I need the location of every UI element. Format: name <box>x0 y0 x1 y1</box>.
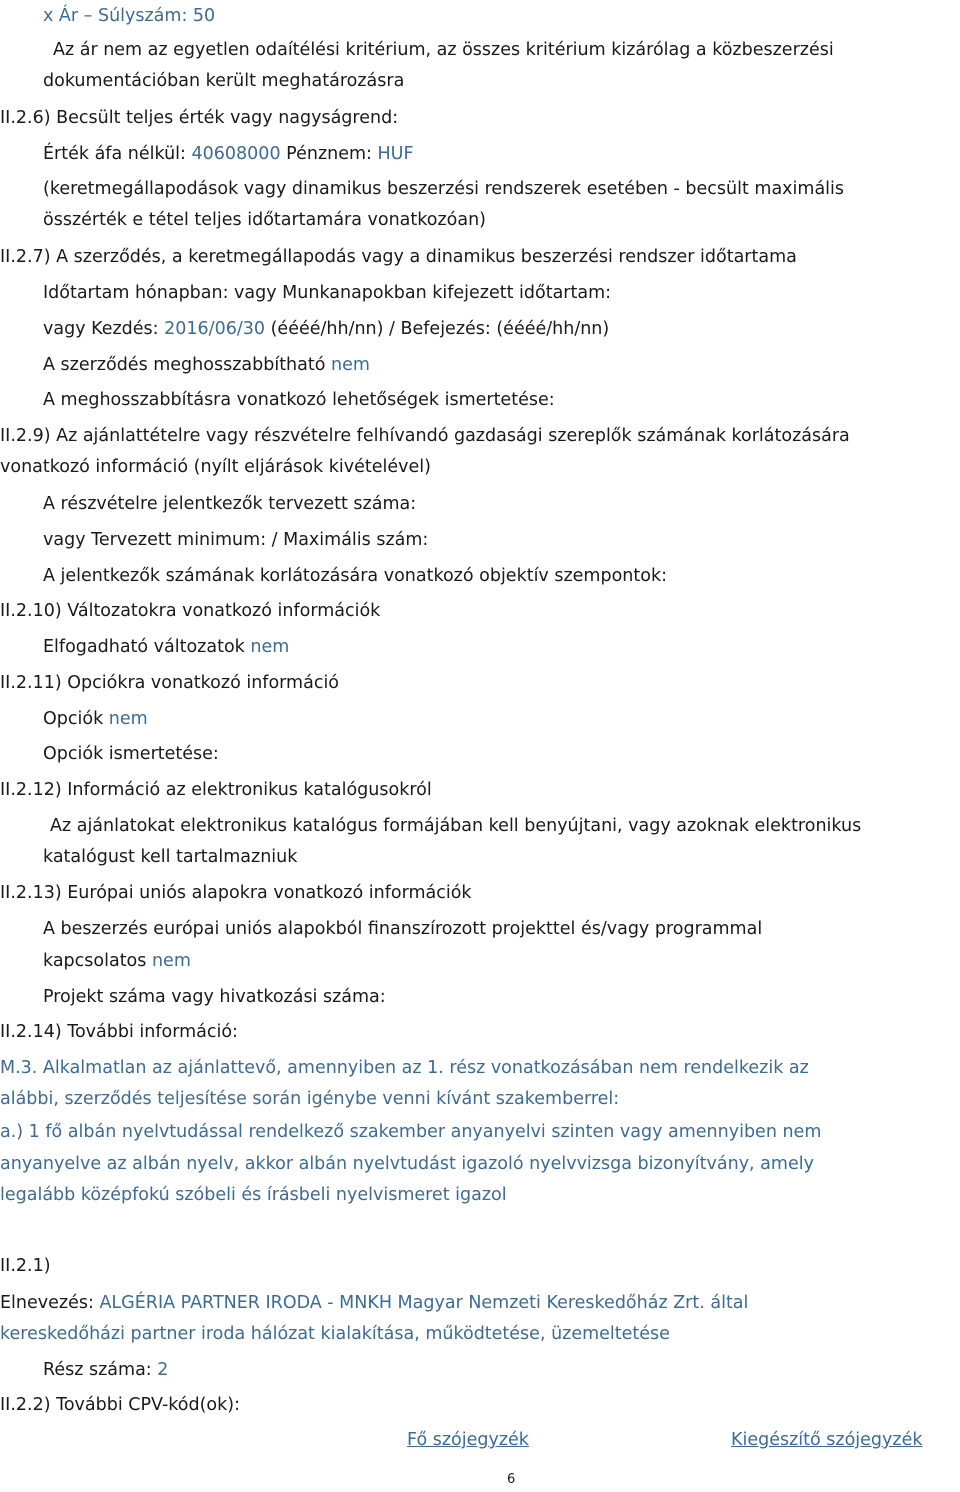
estimated-value-line <box>43 142 414 166</box>
part-number-value: 2 <box>157 1360 169 1380</box>
options-line <box>43 707 148 731</box>
renewal-value: nem <box>331 355 370 375</box>
eu-funds-line2 <box>43 949 191 973</box>
currency-value: HUF <box>377 144 414 164</box>
start-label: vagy Kezdés: <box>43 319 159 339</box>
value-note-line1: (keretmegállapodások vagy dinamikus beszerzési rendszerek esetében - becsült maximális <box>43 179 845 199</box>
options-description: Opciók ismertetése: <box>43 744 219 764</box>
end-label: (éééé/hh/nn) / Befejezés: (éééé/hh/nn) <box>270 319 610 339</box>
renewal-label: A szerződés meghosszabbítható <box>43 355 326 375</box>
renewal-description: A meghosszabbításra vonatkozó lehetőségek ismertetése: <box>43 390 555 410</box>
supplementary-vocabulary-link[interactable]: Kiegészítő szójegyzék <box>731 1430 923 1450</box>
value-label: Érték áfa nélkül: <box>43 144 186 164</box>
renewal-line <box>43 353 370 377</box>
title-value-line2: kereskedőházi partner iroda hálózat kialakítása, működtetése, üzemeltetése <box>0 1324 670 1344</box>
start-end-line <box>43 317 609 341</box>
m3-line2: alábbi, szerződés teljesítése során igénybe venni kívánt szakemberrel: <box>0 1089 620 1109</box>
title-line1 <box>0 1291 748 1315</box>
main-vocabulary-link[interactable]: Fő szójegyzék <box>407 1430 529 1450</box>
options-label: Opciók <box>43 709 104 729</box>
title-label: Elnevezés: <box>0 1293 94 1313</box>
catalogue-line2: katalógust kell tartalmazniuk <box>43 847 298 867</box>
m3-line3: a.) 1 fő albán nyelvtudással rendelkező szakember anyanyelvi szinten vagy amennyiben nem <box>0 1122 822 1142</box>
eu-funds-label: kapcsolatos <box>43 951 147 971</box>
currency-label: Pénznem: <box>286 144 372 164</box>
variants-value: nem <box>250 637 290 657</box>
section-2-2-10-heading: II.2.10) Változatokra vonatkozó információk <box>0 601 381 621</box>
title-value-line1: ALGÉRIA PARTNER IRODA - MNKH Magyar Nemzeti Kereskedőház Zrt. által <box>99 1293 749 1313</box>
duration-line: Időtartam hónapban: vagy Munkanapokban kifejezett időtartam: <box>43 283 612 303</box>
price-note-line2: dokumentációban került meghatározásra <box>43 71 405 91</box>
estimated-value: 40608000 <box>191 144 281 164</box>
page-number: 6 <box>507 1472 516 1487</box>
part-number-label: Rész száma: <box>43 1360 152 1380</box>
planned-candidates: A részvételre jelentkezők tervezett száma: <box>43 494 417 514</box>
section-2-2-2-heading: II.2.2) További CPV-kód(ok): <box>0 1395 241 1415</box>
section-2-2-14-heading: II.2.14) További információ: <box>0 1022 238 1042</box>
variants-line <box>43 635 289 659</box>
m3-line4: anyanyelve az albán nyelv, akkor albán nyelvtudást igazoló nyelvvizsga bizonyítvány, amely <box>0 1154 814 1174</box>
value-note-line2: összérték e tétel teljes időtartamára vonatkozóan) <box>43 210 487 230</box>
price-weight: x Ár – Súlyszám: 50 <box>43 6 216 26</box>
section-2-2-11-heading: II.2.11) Opciókra vonatkozó információ <box>0 673 340 693</box>
section-2-2-9-heading-line2: vonatkozó információ (nyílt eljárások kivételével) <box>0 457 431 477</box>
eu-funds-line1: A beszerzés európai uniós alapokból finanszírozott projekttel és/vagy programmal <box>43 919 763 939</box>
start-date: 2016/06/30 <box>164 319 266 339</box>
eu-funds-value: nem <box>151 951 191 971</box>
options-value: nem <box>108 709 148 729</box>
section-2-2-9-heading-line1: II.2.9) Az ajánlattételre vagy részvételre felhívandó gazdasági szereplők számának korlátozására <box>0 426 850 446</box>
project-number: Projekt száma vagy hivatkozási száma: <box>43 987 386 1007</box>
section-2-2-1-heading: II.2.1) <box>0 1256 51 1276</box>
section-2-2-12-heading: II.2.12) Információ az elektronikus katalógusokról <box>0 780 432 800</box>
planned-min-max: vagy Tervezett minimum: / Maximális szám: <box>43 530 429 550</box>
section-2-2-6-heading: II.2.6) Becsült teljes érték vagy nagyságrend: <box>0 108 399 128</box>
part-number-line <box>43 1358 168 1382</box>
section-2-2-7-heading: II.2.7) A szerződés, a keretmegállapodás vagy a dinamikus beszerzési rendszer időtartama <box>0 247 797 267</box>
limitation-criteria: A jelentkezők számának korlátozására vonatkozó objektív szempontok: <box>43 566 667 586</box>
section-2-2-13-heading: II.2.13) Európai uniós alapokra vonatkozó információk <box>0 883 472 903</box>
price-note-line1: Az ár nem az egyetlen odaítélési kritérium, az összes kritérium kizárólag a közbeszerzési <box>53 40 834 60</box>
m3-line5: legalább középfokú szóbeli és írásbeli nyelvismeret igazol <box>0 1185 507 1205</box>
variants-label: Elfogadható változatok <box>43 637 245 657</box>
catalogue-line1: Az ajánlatokat elektronikus katalógus formájában kell benyújtani, vagy azoknak elektronikus <box>50 816 862 836</box>
m3-line1: M.3. Alkalmatlan az ajánlattevő, amennyiben az 1. rész vonatkozásában nem rendelkezik az <box>0 1058 809 1078</box>
